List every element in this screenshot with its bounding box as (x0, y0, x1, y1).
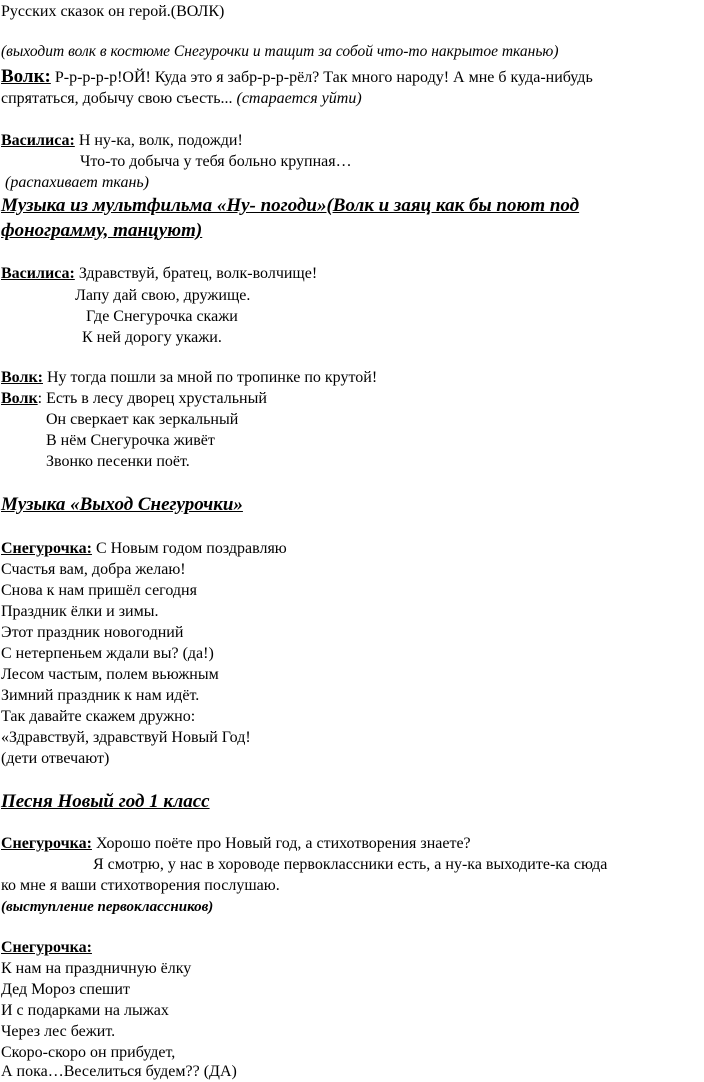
verse-line: Так давайте скажем дружно: (1, 708, 196, 725)
verse-line: Дед Мороз спешит (1, 981, 130, 998)
stage-direction: (старается уйти) (236, 90, 362, 107)
verse-line: «Здравствуй, здравствуй Новый Год! (1, 729, 251, 746)
verse-line: Он сверкает как зеркальный (46, 411, 239, 428)
verse-line: А пока…Веселиться будем?? (ДА) (1, 1063, 237, 1080)
speaker-label: Волк (1, 390, 38, 407)
dialogue-text: Что-то добыча у тебя больно крупная… (80, 153, 352, 170)
speaker-label: Василиса: (1, 265, 75, 282)
dialogue-text: Здравствуй, братец, волк-волчище! (74, 265, 318, 282)
verse-line: К ней дорогу укажи. (82, 329, 222, 346)
verse-line: Через лес бежит. (1, 1023, 116, 1040)
dialogue-text: ко мне я ваши стихотворения послушаю. (1, 877, 280, 894)
stage-direction: (выходит волк в костюме Снегурочки и тащит за собой что-то накрытое тканью) (1, 43, 559, 60)
verse-line: К нам на праздничную ёлку (1, 960, 192, 977)
speaker-label: Волк: (1, 369, 43, 386)
verse-line: С нетерпеньем ждали вы? (да!) (1, 645, 214, 662)
music-heading: Музыка «Выход Снегурочки» (1, 494, 243, 515)
music-heading: Музыка из мультфильма «Ну- погоди»(Волк и заяц как бы поют под (1, 195, 580, 216)
speaker-label: Снегурочка: (1, 939, 92, 956)
verse-line: И с подарками на лыжах (1, 1002, 169, 1019)
speaker-label: Снегурочка: (1, 835, 92, 852)
dialogue-text: Хорошо поёте про Новый год, а стихотворения знаете? (91, 835, 471, 852)
verse-line: Лесом частым, полем вьюжным (1, 666, 219, 683)
dialogue-text: Н ну-ка, волк, подожди! (74, 132, 243, 149)
verse-line: Счастья вам, добра желаю! (1, 561, 186, 578)
dialogue-line (1, 389, 267, 409)
speaker-label: Василиса: (1, 132, 75, 149)
speaker-label: Волк: (1, 66, 51, 87)
dialogue-text: Я смотрю, у нас в хороводе первоклассники есть, а ну-ка выходите-ка сюда (93, 856, 608, 873)
verse-line: Праздник ёлки и зимы. (1, 603, 159, 620)
speaker-label: Снегурочка: (1, 540, 92, 557)
verse-line: Скоро-скоро он прибудет, (1, 1044, 176, 1061)
dialogue-text: спрятаться, добычу свою съесть... (1, 90, 237, 107)
dialogue-text: : Есть в лесу дворец хрустальный (37, 390, 267, 407)
dialogue-text: Р-р-р-р-р!ОЙ! Куда это я забр-р-р-рёл? Так много народу! А мне б куда-нибудь (50, 69, 593, 86)
dialogue-line (1, 65, 593, 89)
dialogue-line (1, 368, 377, 388)
dialogue-text: Ну тогда пошли за мной по тропинке по крутой! (42, 369, 378, 386)
dialogue-line (1, 264, 317, 284)
stage-direction: (выступление первоклассников) (1, 899, 214, 915)
verse-line: (дети отвечают) (1, 750, 110, 767)
verse-line: Этот праздник новогодний (1, 624, 184, 641)
verse-line: Зимний праздник к нам идёт. (1, 687, 200, 704)
song-heading: Песня Новый год 1 класс (1, 791, 210, 812)
music-heading: фонограмму, танцуют) (1, 220, 203, 241)
dialogue-line (1, 539, 287, 559)
verse-line: Где Снегурочка скажи (86, 308, 238, 325)
dialogue-text: С Новым годом поздравляю (91, 540, 287, 557)
verse-line: В нём Снегурочка живёт (46, 432, 215, 449)
verse-line: Звонко песенки поёт. (46, 453, 190, 470)
dialogue-line (1, 131, 243, 151)
dialogue-line (1, 89, 362, 109)
verse-line: Снова к нам пришёл сегодня (1, 582, 197, 599)
stage-direction: (распахивает ткань) (5, 174, 149, 191)
intro-line: Русских сказок он герой.(ВОЛК) (1, 3, 225, 20)
verse-line: Лапу дай свою, дружище. (75, 287, 251, 304)
dialogue-line (1, 834, 471, 854)
